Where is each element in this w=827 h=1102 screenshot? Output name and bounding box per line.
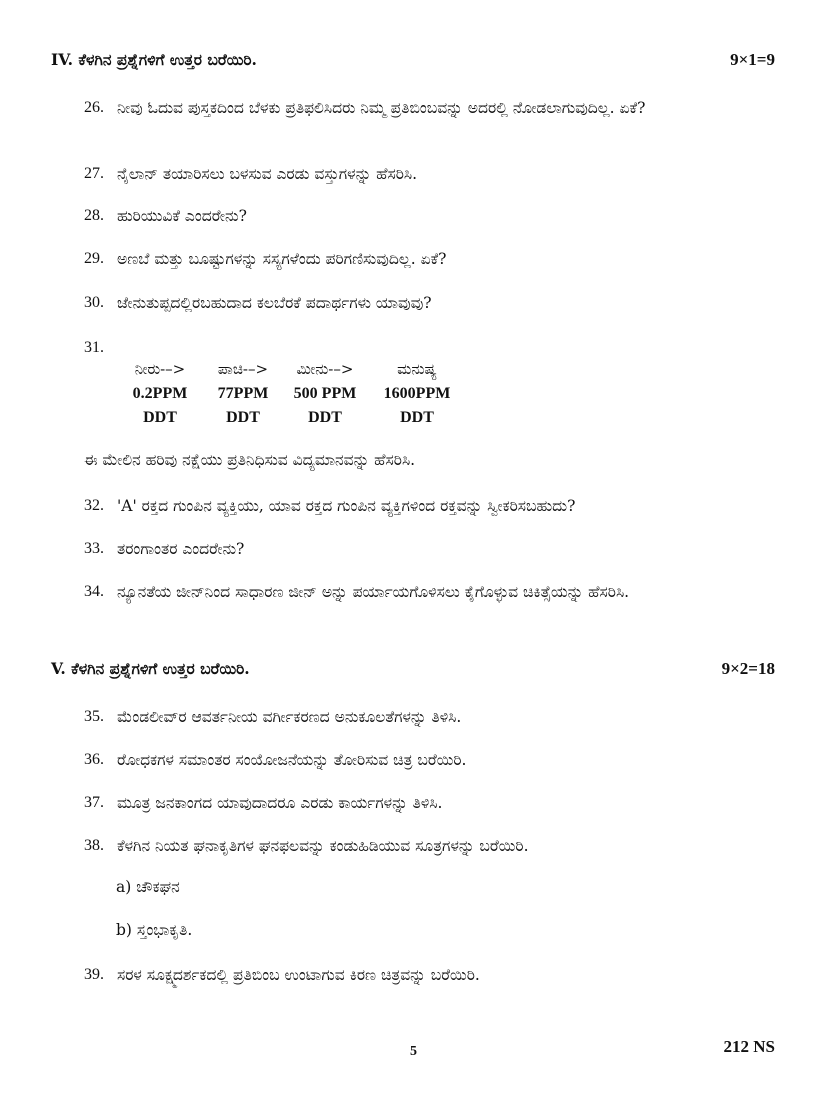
question-number: 37. xyxy=(84,794,104,811)
chain-label: ಮೀನು-–> xyxy=(296,360,354,378)
question-text: ನ್ಯೂನತೆಯ ಜೀನ್‌ನಿಂದ ಸಾಧಾರಣ ಜೀನ್ ಅನ್ನು ಪರ್ಯಾಯಗೊಳಿಸಲು ಕೈಗೊಳ್ಳುವ ಚಿಕಿತ್ಸೆಯನ್ನು ಹೆಸರಿಸಿ. xyxy=(117,583,630,601)
question-number: 36. xyxy=(84,751,104,768)
ppm-value: 77PPM xyxy=(217,385,269,402)
question-text: ಹುರಿಯುವಿಕೆ ಎಂದರೇನು? xyxy=(117,207,247,225)
ddt-label: DDT xyxy=(400,409,434,426)
question-number: 39. xyxy=(84,966,104,983)
food-chain-ddt xyxy=(118,409,478,433)
question-text: ಅಣಬೆ ಮತ್ತು ಬೂಷ್ಟುಗಳನ್ನು ಸಸ್ಯಗಳೆಂದು ಪರಿಗಣಿಸುವುದಿಲ್ಲ. ಏಕೆ? xyxy=(117,250,447,268)
question-37 xyxy=(84,791,774,815)
question-text: ಮೂತ್ರ ಜನಕಾಂಗದ ಯಾವುದಾದರೂ ಎರಡು ಕಾರ್ಯಗಳನ್ನು ತಿಳಿಸಿ. xyxy=(117,794,443,812)
question-number: 32. xyxy=(84,497,104,514)
page-number: 5 xyxy=(410,1044,417,1059)
question-32 xyxy=(84,494,774,518)
question-text: 'A' ರಕ್ತದ ಗುಂಪಿನ ವ್ಯಕ್ತಿಯು, ಯಾವ ರಕ್ತದ ಗುಂಪಿನ ವ್ಯಕ್ತಿಗಳಿಂದ ರಕ್ತವನ್ನು ಸ್ವೀಕರಿಸಬಹುದು? xyxy=(117,497,576,515)
question-number: 34. xyxy=(84,583,104,600)
chain-label: ಪಾಚಿ-–> xyxy=(217,360,269,378)
question-number: 27. xyxy=(84,165,104,182)
ppm-value: 0.2PPM xyxy=(132,385,188,402)
question-number: 38. xyxy=(84,837,104,854)
chain-label: ನೀರು-–> xyxy=(134,360,186,378)
question-text: ಸರಳ ಸೂಕ್ಷ್ಮದರ್ಶಕದಲ್ಲಿ ಪ್ರತಿಬಿಂಬ ಉಂಟಾಗುವ ಕಿರಣ ಚಿತ್ರವನ್ನು ಬರೆಯಿರಿ. xyxy=(117,966,480,984)
question-number: 29. xyxy=(84,250,104,267)
food-chain-diagram xyxy=(118,360,478,433)
question-text: ರೋಧಕಗಳ ಸಮಾಂತರ ಸಂಯೋಜನೆಯನ್ನು ತೋರಿಸುವ ಚಿತ್ರ ಬರೆಯಿರಿ. xyxy=(117,751,467,769)
question-39 xyxy=(84,963,774,987)
question-26 xyxy=(84,96,774,120)
question-38-part-a: a) ಚೌಕಘನ xyxy=(116,878,180,896)
section-v-title: V. ಕೆಳಗಿನ ಪ್ರಶ್ನೆಗಳಿಗೆ ಉತ್ತರ ಬರೆಯಿರಿ. xyxy=(51,659,250,678)
question-text: ಮೆಂಡಲೀವ್‌ರ ಆವರ್ತನೀಯ ವರ್ಗೀಕರಣದ ಅನುಕೂಲತೆಗಳನ್ನು ತಿಳಿಸಿ. xyxy=(117,708,462,726)
question-number: 26. xyxy=(84,99,104,116)
question-text: ಕೆಳಗಿನ ನಿಯತ ಘನಾಕೃತಿಗಳ ಘನಫಲವನ್ನು ಕಂಡುಹಿಡಿಯುವ ಸೂತ್ರಗಳನ್ನು ಬರೆಯಿರಿ. xyxy=(117,837,529,855)
section-iv-marks: 9×1=9 xyxy=(730,50,775,69)
question-34 xyxy=(84,580,774,604)
question-text: ಜೇನುತುಪ್ಪದಲ್ಲಿರಬಹುದಾದ ಕಲಬೆರಕೆ ಪದಾರ್ಥಗಳು ಯಾವುವು? xyxy=(117,294,432,312)
food-chain-labels xyxy=(118,360,478,384)
question-text: ನೀವು ಓದುವ ಪುಸ್ತಕದಿಂದ ಬೆಳಕು ಪ್ರತಿಫಲಿಸಿದರು ನಿಮ್ಮ ಪ್ರತಿಬಿಂಬವನ್ನು ಅದರಲ್ಲಿ ನೋಡಲಾಗುವುದಿಲ್ಲ. ಏಕೆ? xyxy=(117,99,646,117)
food-chain-ppm xyxy=(118,385,478,409)
ppm-value: 1600PPM xyxy=(383,385,451,402)
section-v-heading xyxy=(51,659,775,679)
question-number: 30. xyxy=(84,294,104,311)
ppm-value: 500 PPM xyxy=(293,385,357,402)
section-v-marks: 9×2=18 xyxy=(721,659,775,678)
question-35 xyxy=(84,705,774,729)
question-number: 28. xyxy=(84,207,104,224)
ddt-label: DDT xyxy=(143,409,177,426)
question-38 xyxy=(84,834,774,858)
ddt-label: DDT xyxy=(226,409,260,426)
ddt-label: DDT xyxy=(308,409,342,426)
question-text: ನೈಲಾನ್ ತಯಾರಿಸಲು ಬಳಸುವ ಎರಡು ವಸ್ತುಗಳನ್ನು ಹೆಸರಿಸಿ. xyxy=(117,165,418,183)
question-38-part-b: b) ಸ್ತಂಭಾಕೃತಿ. xyxy=(116,921,193,939)
question-number: 31. xyxy=(84,339,104,356)
question-29 xyxy=(84,247,774,271)
question-text: ತರಂಗಾಂತರ ಎಂದರೇನು? xyxy=(117,540,245,558)
question-36 xyxy=(84,748,774,772)
question-30 xyxy=(84,291,774,315)
question-27 xyxy=(84,162,774,186)
question-28 xyxy=(84,204,774,228)
question-number: 35. xyxy=(84,708,104,725)
question-number: 33. xyxy=(84,540,104,557)
section-iv-heading xyxy=(51,50,775,70)
chain-label: ಮನುಷ್ಯ xyxy=(397,360,437,378)
question-31-text: ಈ ಮೇಲಿನ ಹರಿವು ನಕ್ಷೆಯು ಪ್ರತಿನಿಧಿಸುವ ವಿದ್ಯಮಾನವನ್ನು ಹೆಸರಿಸಿ. xyxy=(84,451,416,469)
paper-code: 212 NS xyxy=(723,1037,775,1056)
question-33 xyxy=(84,537,774,561)
section-iv-title: IV. ಕೆಳಗಿನ ಪ್ರಶ್ನೆಗಳಿಗೆ ಉತ್ತರ ಬರೆಯಿರಿ. xyxy=(51,50,257,69)
